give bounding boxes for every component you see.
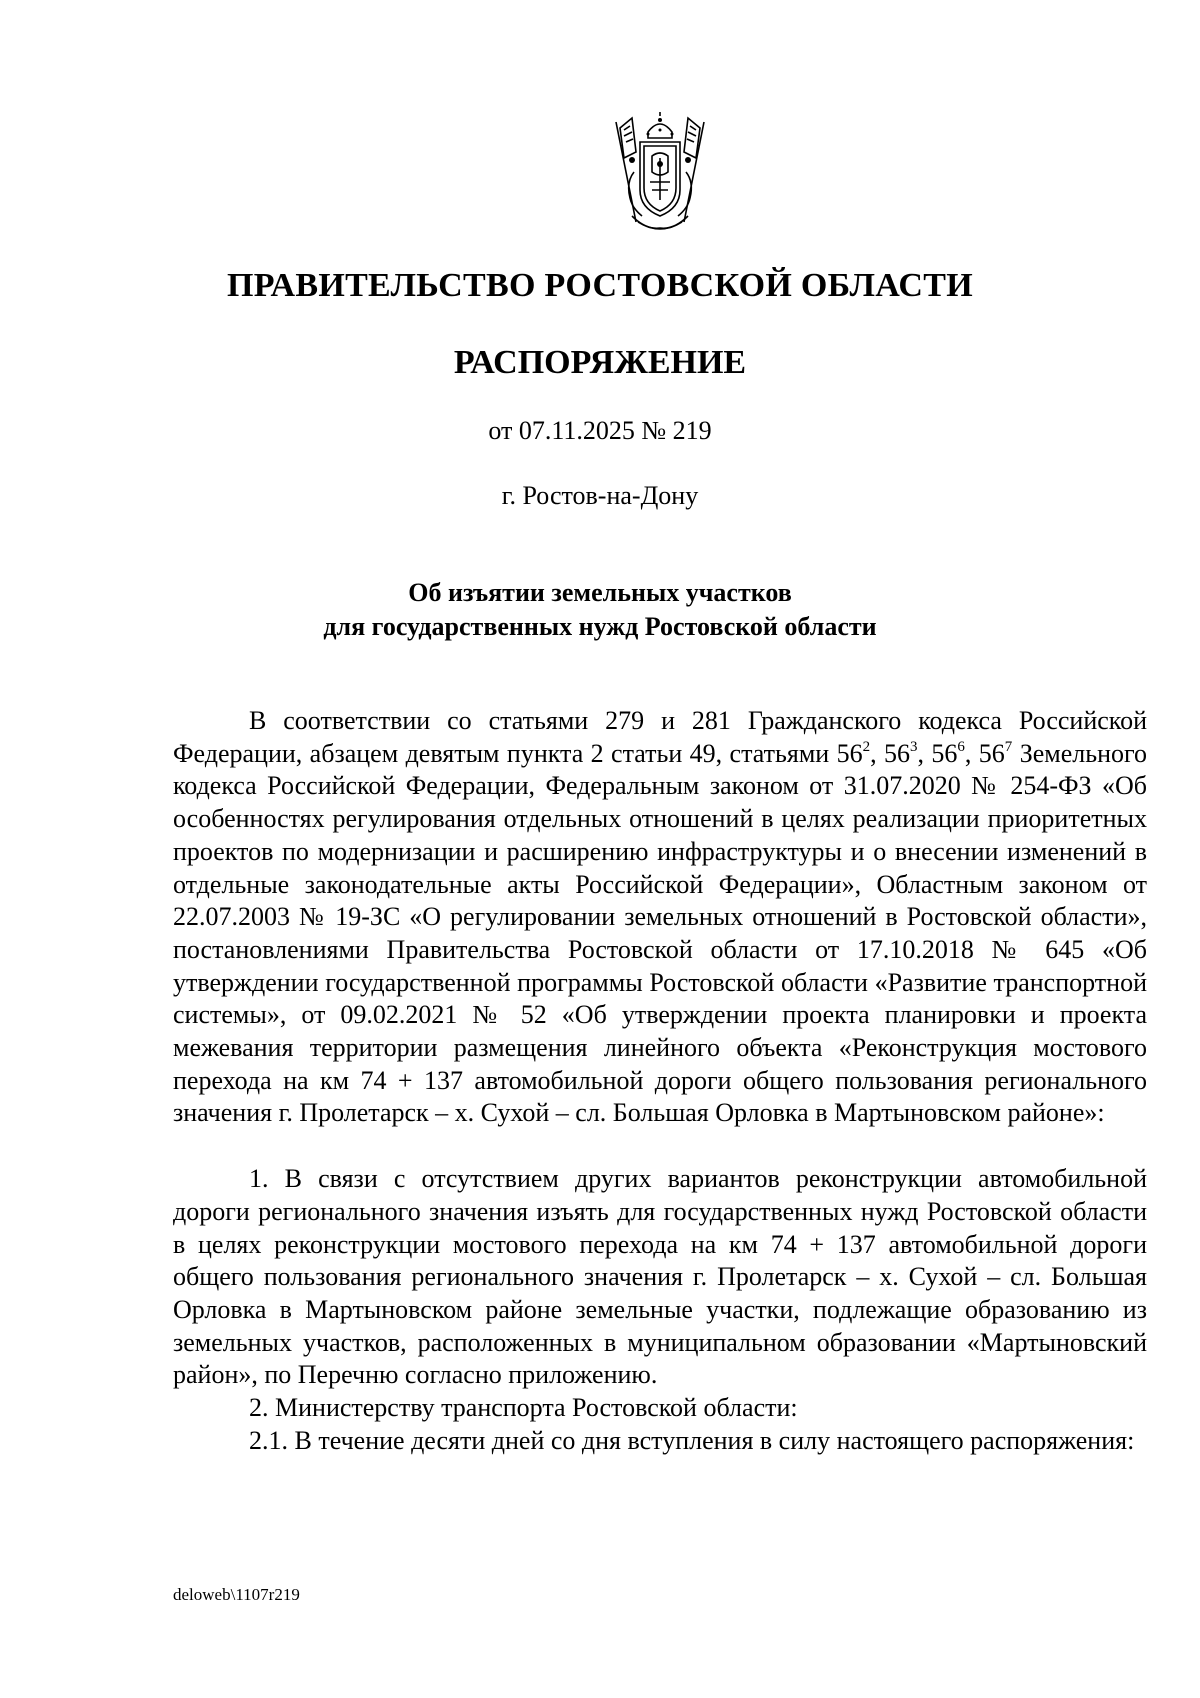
document-subject	[0, 576, 1200, 644]
item-2-paragraph: 2. Министерству транспорта Ростовской области:	[249, 1393, 798, 1423]
superscript-6: 6	[957, 738, 965, 755]
document-type-title: РАСПОРЯЖЕНИЕ	[453, 344, 747, 381]
item-2-1-paragraph: 2.1. В течение десяти дней со дня вступления в силу настоящего распоряжения:	[249, 1425, 1135, 1455]
preamble-paragraph	[173, 705, 1147, 1130]
date-and-number: от 07.11.2025 № 219	[488, 416, 712, 445]
separator-1: , 56	[870, 738, 910, 768]
item-1-paragraph: 1. В связи с отсутствием других вариантов реконструкции автомобильной дороги регионального значения изъять для государственных нужд Ростовской области в целях реконструкции мостового перехода на км 74 + 137 автомобильной дороги общего пользования регионального значения г. Пролетарск – х. Сухой – сл. Большая Орловка в Мартыновском районе земельные участки, подлежащие образованию из земельных участков, расположенных в муниципальном образовании «Мартыновский район», по Перечню согласно приложению.	[173, 1164, 1147, 1390]
rostov-oblast-coat-of-arms-icon	[602, 112, 718, 234]
subject-line-1: Об изъятии земельных участков	[408, 578, 792, 607]
city-line: г. Ростов-на-Дону	[501, 481, 699, 510]
superscript-2: 2	[862, 738, 871, 755]
separator-3: , 56	[964, 738, 1005, 768]
superscript-7: 7	[1004, 738, 1013, 755]
superscript-3: 3	[909, 738, 918, 755]
separator-2: , 56	[917, 738, 958, 768]
preamble-text-1: В соответствии со статьями 279 и 281 Гражданского кодекса Российской Федерации, абзацем девятым пункта 2 статьи 49, статьями 56	[173, 706, 1147, 768]
subject-line-2: для государственных нужд Ростовской области	[323, 612, 877, 641]
organization-title: ПРАВИТЕЛЬСТВО РОСТОВСКОЙ ОБЛАСТИ	[227, 267, 973, 304]
document-code: deloweb\1107r219	[173, 1585, 300, 1604]
document-body	[173, 705, 1147, 1457]
preamble-text-2: Земельного кодекса Российской Федерации, Федеральным законом от 31.07.2020 № 254-ФЗ «Об особенностях регулирования отдельных отношений в целях реализации приоритетных проектов по модернизации и расширению инфраструктуры и о внесении изменений в отдельные законодательные акты Российской Федерации», Областным законом от 22.07.2003 № 19-ЗС «О регулировании земельных отношений в Ростовской области», постановлениями Правительства Ростовской области от 17.10.2018 № 645 «Об утверждении государственной программы Ростовской области «Развитие транспортной системы», от 09.02.2021 № 52 «Об утверждении проекта планировки и проекта межевания территории размещения линейного объекта «Реконструкция мостового перехода на км 74 + 137 автомобильной дороги общего пользования регионального значения г. Пролетарск – х. Сухой – сл. Большая Орловка в Мартыновском районе»:	[173, 738, 1148, 1128]
